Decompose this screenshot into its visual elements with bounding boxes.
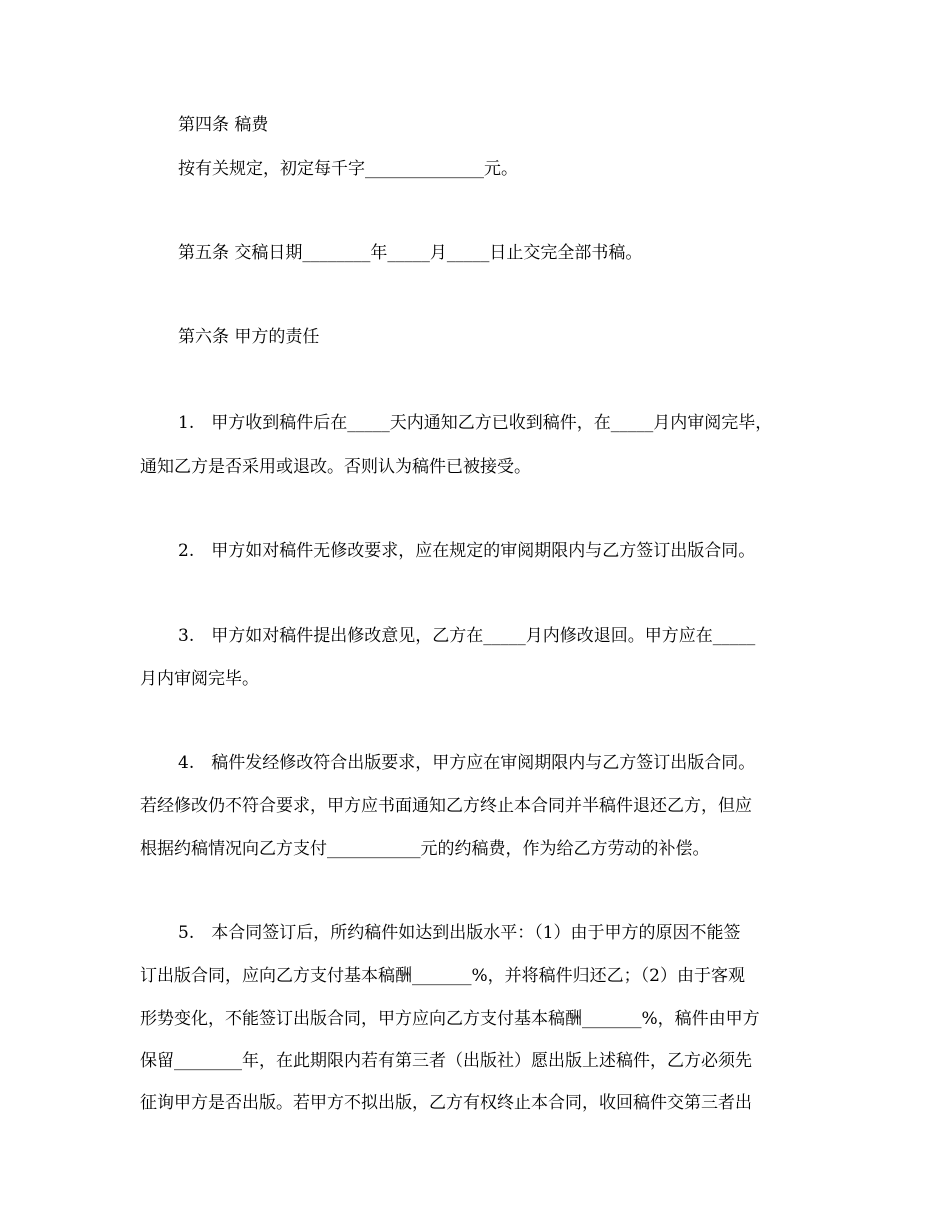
article-4-text: 按有关规定，初定每千字______________元。 [178,159,518,179]
clause-2-line-1: 2. 甲方如对稿件无修改要求，应在规定的审阅期限内与乙方签订出版合同。 [178,541,756,561]
clause-1-line-2: 通知乙方是否采用或退改。否则认为稿件已被接受。 [140,457,531,477]
article-4-title: 第四条 稿费 [178,115,269,135]
clause-1-line-1: 1. 甲方收到稿件后在_____天内通知乙方已收到稿件，在_____月内审阅完毕， [178,413,773,433]
clause-4-line-1: 4. 稿件发经修改符合出版要求，甲方应在审阅期限内与乙方签订出版合同。 [178,753,756,773]
article-5-text: 第五条 交稿日期________年_____月_____日止交完全部书稿。 [178,243,643,263]
clause-5-line-2: 订出版合同，应向乙方支付基本稿酬_______%，并将稿件归还乙；（2）由于客观 [140,966,745,986]
clause-5-line-3: 形势变化，不能签订出版合同，甲方应向乙方支付基本稿酬_______%，稿件由甲方 [140,1009,760,1029]
clause-5-line-4: 保留________年，在此期限内若有第三者（出版社）愿出版上述稿件，乙方必须先 [140,1051,752,1071]
article-6-title: 第六条 甲方的责任 [178,327,320,347]
clause-4-line-2: 若经修改仍不符合要求，甲方应书面通知乙方终止本合同并半稿件退还乙方，但应 [140,796,752,816]
clause-5-line-1: 5. 本合同签订后，所约稿件如达到出版水平：（1）由于甲方的原因不能签 [178,923,741,943]
clause-5-line-5: 征询甲方是否出版。若甲方不拟出版，乙方有权终止本合同，收回稿件交第三者出 [140,1093,752,1113]
clause-4-line-3: 根据约稿情况向乙方支付___________元的约稿费，作为给乙方劳动的补偿。 [140,839,710,859]
clause-3-line-1: 3. 甲方如对稿件提出修改意见，乙方在_____月内修改退回。甲方应在_____ [178,626,756,646]
clause-3-line-2: 月内审阅完毕。 [140,669,259,689]
